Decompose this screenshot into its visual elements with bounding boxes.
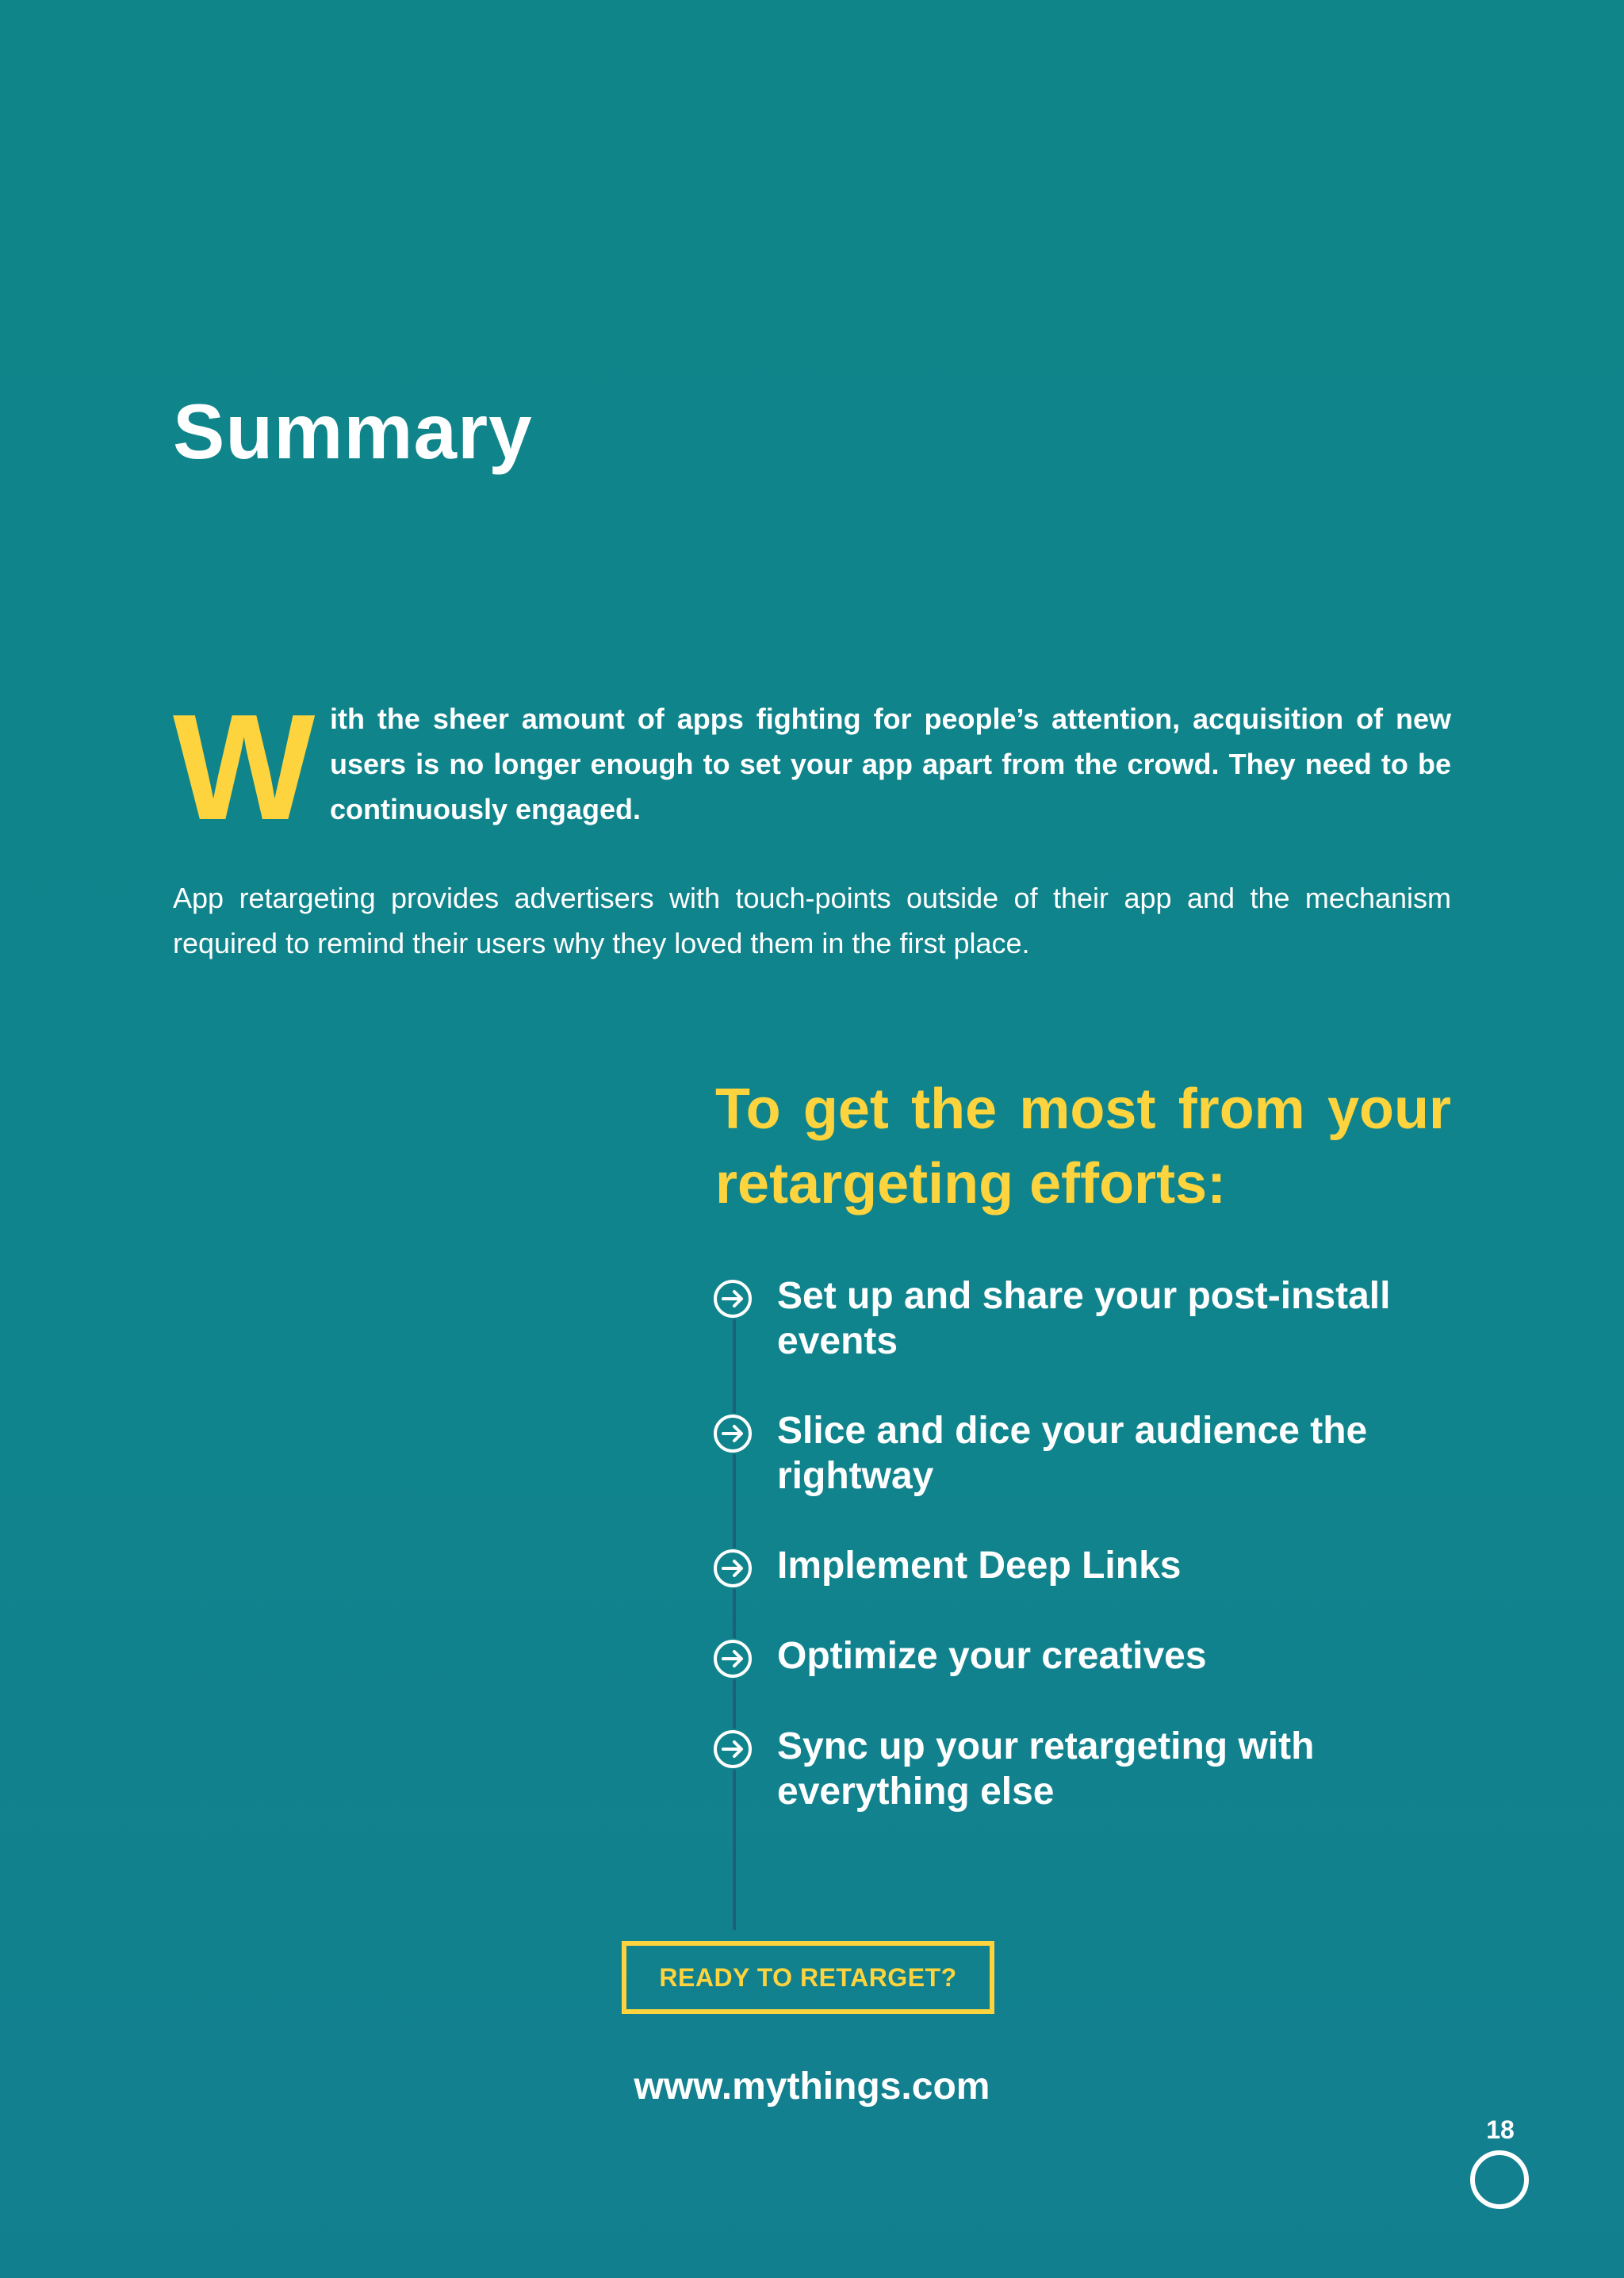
tips-heading: To get the most from your retargeting efforts:: [715, 1078, 1451, 1216]
tip-label: Implement Deep Links: [777, 1545, 1182, 1587]
arrow-circle-right-icon: [712, 1278, 753, 1319]
page-title: Summary: [173, 388, 533, 475]
tip-label: Sync up your retargeting with everything else: [777, 1725, 1315, 1813]
ready-to-retarget-button[interactable]: READY TO RETARGET?: [622, 1941, 994, 2014]
intro-paragraph: [173, 683, 1451, 852]
arrow-circle-right-icon: [712, 1729, 753, 1770]
tip-label: Set up and share your post-install events: [777, 1275, 1391, 1362]
arrow-circle-right-icon: [712, 1548, 753, 1589]
page-number: 18: [1486, 2115, 1515, 2144]
arrow-circle-right-icon: [712, 1638, 753, 1679]
tip-item-slice-audience: [712, 1408, 1457, 1499]
tip-label: Optimize your creatives: [777, 1635, 1207, 1677]
tip-item-sync-retargeting: [712, 1724, 1457, 1814]
tip-item-optimize-creatives: [712, 1633, 1457, 1679]
tip-item-post-install-events: [712, 1273, 1457, 1364]
drop-cap: W: [173, 683, 312, 852]
tip-item-deep-links: [712, 1543, 1457, 1589]
arrow-circle-right-icon: [712, 1413, 753, 1454]
timeline-line: [733, 1300, 736, 1930]
page-marker-circle-icon: [1470, 2150, 1529, 2209]
body-paragraph: App retargeting provides advertisers with touch-points outside of their app and the mechanism required to remind their users why they loved them in the first place.: [173, 882, 1451, 959]
intro-lead-text: ith the sheer amount of apps fighting for people’s attention, acquisition of new users is no longer enough to set your app apart from the crowd. They need to be continuously engaged.: [330, 703, 1451, 825]
tip-label: Slice and dice your audience the rightway: [777, 1410, 1368, 1497]
website-link[interactable]: www.mythings.com: [634, 2066, 990, 2108]
